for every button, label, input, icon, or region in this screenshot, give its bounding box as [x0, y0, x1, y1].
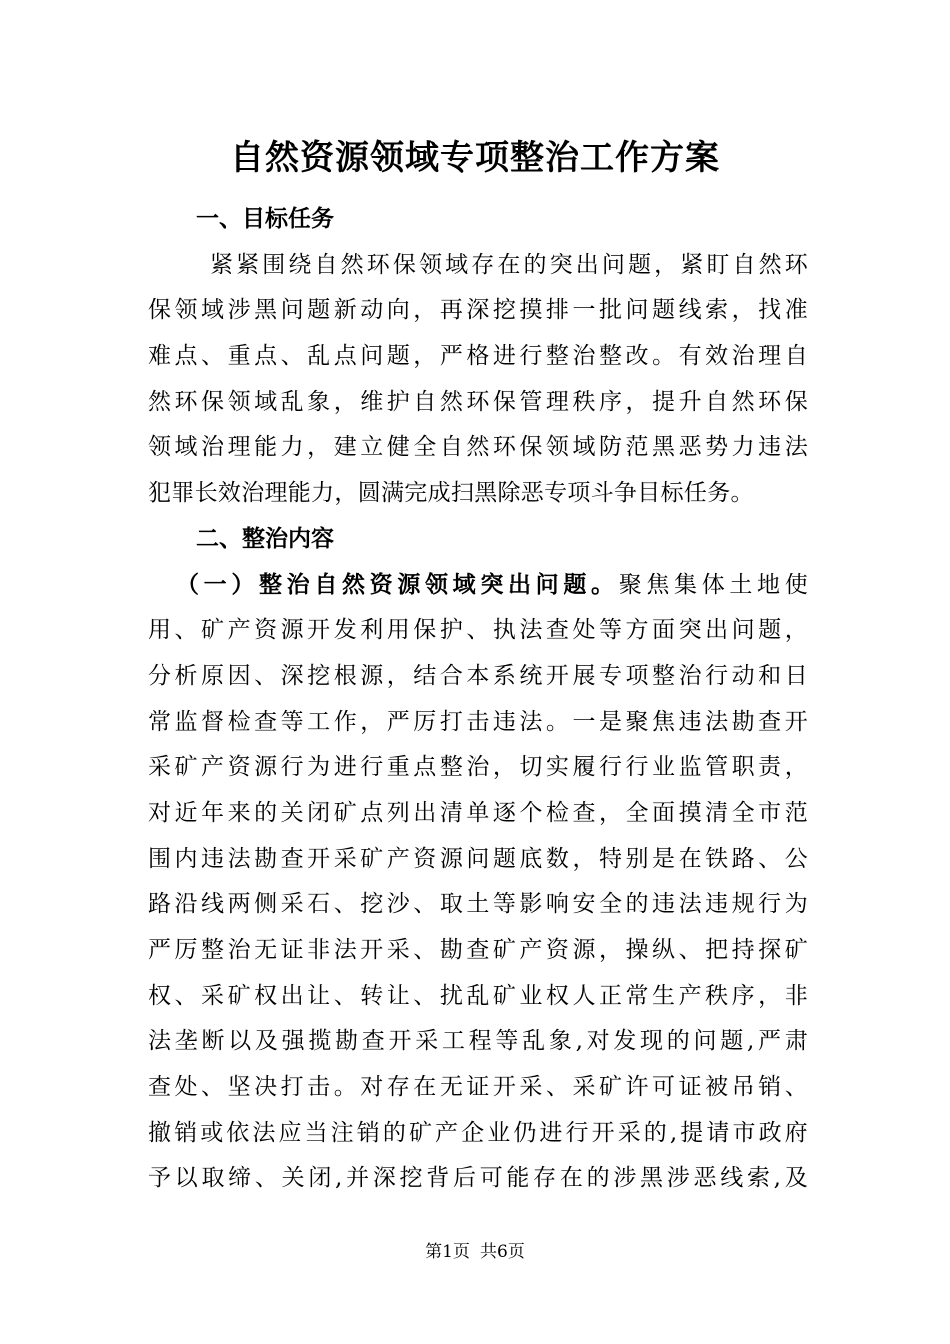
document-body	[148, 197, 808, 1202]
paragraph-line	[148, 563, 808, 609]
paragraph-line: 保领域涉黑问题新动向，再深挖摸排一批问题线索，找准	[148, 297, 808, 324]
paragraph-line: 领域治理能力，建立健全自然环保领域防范黑恶势力违法	[148, 434, 808, 461]
paragraph-line: 用、矿产资源开发利用保护、执法查处等方面突出问题，	[148, 617, 808, 644]
section-heading-goals: 一、目标任务	[196, 206, 334, 232]
paragraph-line: 紧紧围绕自然环保领域存在的突出问题，紧盯自然环	[210, 251, 808, 278]
paragraph-line: 权、采矿权出让、转让、扰乱矿业权人正常生产秩序，非	[148, 982, 808, 1009]
paragraph-line: 对近年来的关闭矿点列出清单逐个检查，全面摸清全市范	[148, 799, 808, 826]
paragraph-line: 采矿产资源行为进行重点整治，切实履行行业监管职责，	[148, 754, 808, 781]
paragraph-line: 分析原因、深挖根源，结合本系统开展专项整治行动和日	[148, 662, 808, 689]
section-goals-paragraph	[148, 243, 808, 517]
document-title: 自然资源领域专项整治工作方案	[230, 138, 720, 178]
item-lead-rest: 聚焦集体土地使	[618, 571, 808, 598]
paragraph-line: 犯罪长效治理能力，圆满完成扫黑除恶专项斗争目标任务。	[148, 480, 754, 507]
paragraph-line: 予以取缔、关闭,并深挖背后可能存在的涉黑涉恶线索,及	[148, 1165, 808, 1192]
page-total: 共6页	[480, 1242, 525, 1262]
paragraph-line: 难点、重点、乱点问题，严格进行整治整改。有效治理自	[148, 343, 808, 370]
section-heading-content: 二、整治内容	[196, 525, 334, 552]
item-lead-text: （一）整治自然资源领域突出问题。	[176, 571, 619, 598]
paragraph-line: 严厉整治无证非法开采、勘查矿产资源，操纵、把持探矿	[148, 937, 808, 963]
paragraph-line: 常监督检查等工作，严厉打击违法。一是聚焦违法勘查开	[148, 708, 808, 735]
paragraph-line: 然环保领域乱象，维护自然环保管理秩序，提升自然环保	[148, 388, 808, 415]
page-footer	[0, 1240, 950, 1264]
paragraph-line: 查处、坚决打击。对存在无证开采、采矿许可证被吊销、	[148, 1074, 808, 1101]
paragraph-line: 围内违法勘查开采矿产资源问题底数，特别是在铁路、公	[148, 845, 808, 872]
paragraph-line: 路沿线两侧采石、挖沙、取土等影响安全的违法违规行为	[148, 891, 808, 918]
paragraph-line: 法垄断以及强揽勘查开采工程等乱象,对发现的问题,严肃	[148, 1028, 808, 1055]
paragraph-line: 撤销或依法应当注销的矿产企业仍进行开采的,提请市政府	[148, 1119, 808, 1146]
section-content-paragraph	[148, 563, 808, 1203]
page-number: 第1页	[425, 1242, 470, 1262]
